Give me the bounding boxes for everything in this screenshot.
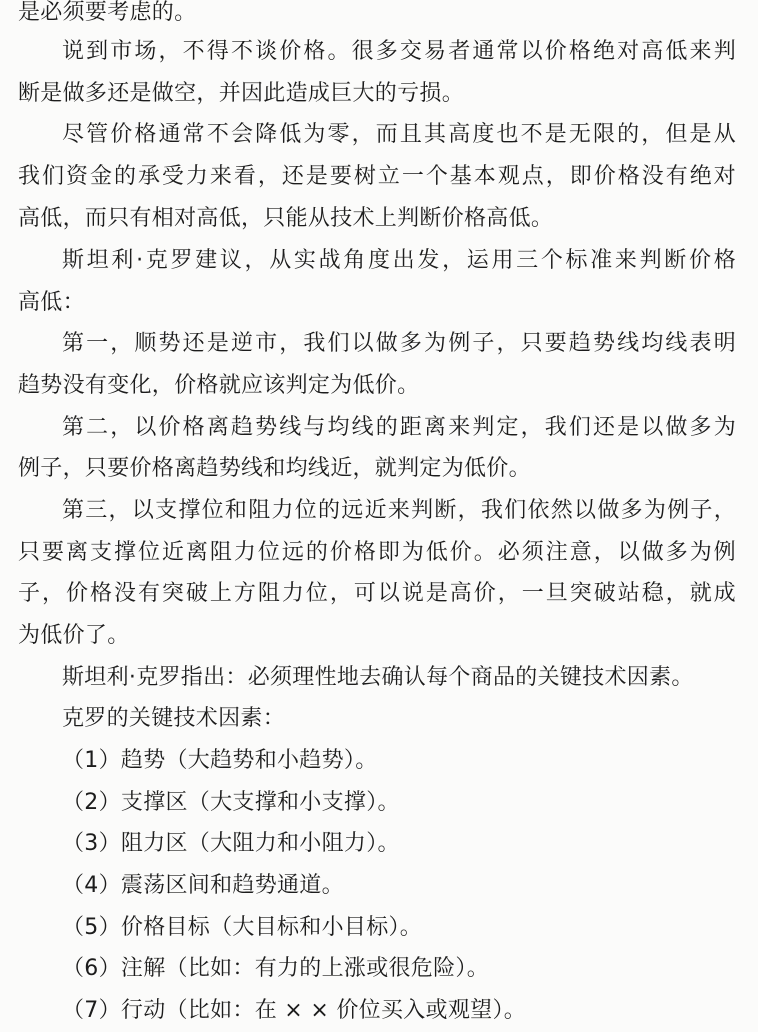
- paragraph-line: 斯坦利·克罗指出：必须理性地去确认每个商品的关键技术因素。: [62, 665, 694, 690]
- list-item: （7）行动（比如：在 × × 价位买入或观望）。: [62, 998, 527, 1023]
- paragraph-line: 只要离支撑位近离阻力位远的价格即为低价。必须注意，以做多为例: [18, 540, 736, 565]
- list-item: （3）阻力区（大阻力和小阻力）。: [62, 831, 400, 856]
- list-item: （2）支撑区（大支撑和小支撑）。: [62, 790, 400, 815]
- paragraph-line: 尽管价格通常不会降低为零，而且其高度也不是无限的，但是从: [62, 122, 736, 147]
- paragraph-line: 高低，而只有相对高低，只能从技术上判断价格高低。: [18, 206, 554, 231]
- paragraph-line: 高低：: [18, 290, 85, 315]
- paragraph-line: 斯坦利·克罗建议，从实战角度出发，运用三个标准来判断价格: [62, 248, 736, 273]
- list-item: （6）注解（比如：有力的上涨或很危险）。: [62, 956, 489, 981]
- paragraph-line: 断是做多还是做空，并因此造成巨大的亏损。: [18, 81, 465, 106]
- list-item: （5）价格目标（大目标和小目标）。: [62, 915, 423, 940]
- paragraph-line: 第三，以支撑位和阻力位的远近来判断，我们依然以做多为例子，: [62, 498, 736, 523]
- paragraph-line: 例子，只要价格离趋势线和均线近，就判定为低价。: [18, 456, 531, 481]
- list-item: （4）震荡区间和趋势通道。: [62, 873, 344, 898]
- paragraph-line: 第一，顺势还是逆市，我们以做多为例子，只要趋势线均线表明: [62, 331, 736, 356]
- paragraph-line: 是必须要考虑的。: [18, 0, 197, 25]
- list-item: （1）趋势（大趋势和小趋势）。: [62, 748, 378, 773]
- paragraph-line: 趋势没有变化，价格就应该判定为低价。: [18, 373, 420, 398]
- paragraph-line: 说到市场，不得不谈价格。很多交易者通常以价格绝对高低来判: [62, 39, 736, 64]
- paragraph-line: 我们资金的承受力来看，还是要树立一个基本观点，即价格没有绝对: [18, 164, 736, 189]
- paragraph-line: 子，价格没有突破上方阻力位，可以说是高价，一旦突破站稳，就成: [18, 581, 736, 606]
- paragraph-line: 克罗的关键技术因素：: [62, 706, 286, 731]
- paragraph-line: 为低价了。: [18, 623, 130, 648]
- paragraph-line: 第二，以价格离趋势线与均线的距离来判定，我们还是以做多为: [62, 415, 736, 440]
